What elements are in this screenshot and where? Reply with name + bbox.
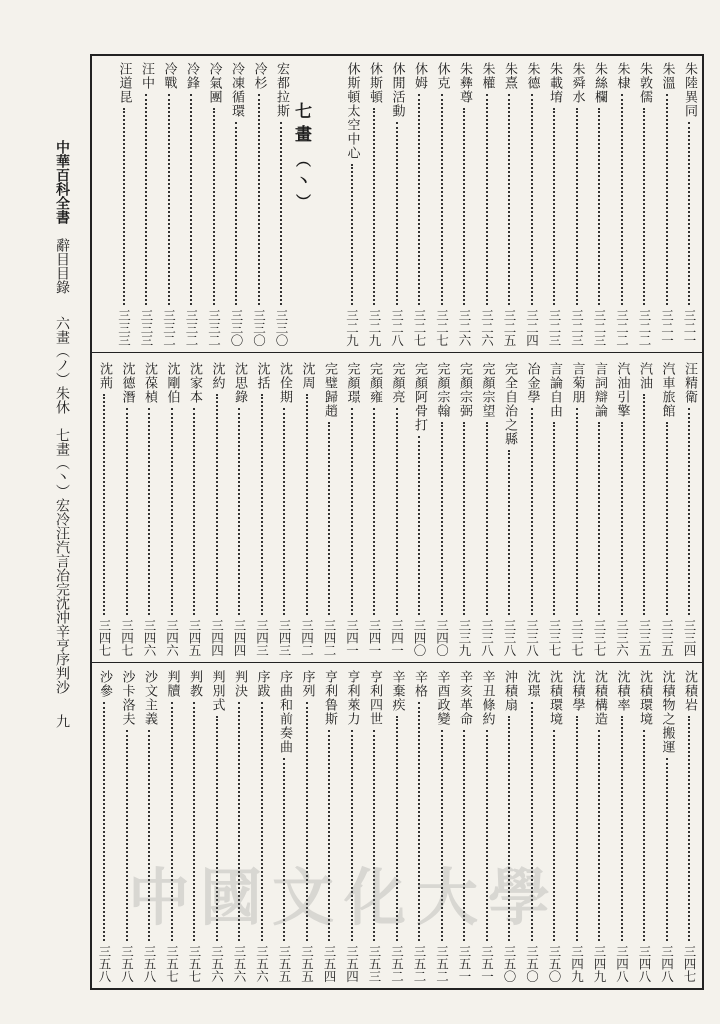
entry-title: 冶金學 [524,362,540,404]
entry-page: 三五八 [97,944,112,982]
entry-title: 冷凍循環 [229,62,244,118]
entry-page: 三三五 [659,618,675,656]
entry-page: 三五七 [187,944,202,982]
index-entry [566,62,588,346]
dot-leader [216,394,218,615]
index-entry [180,62,202,346]
entry-page: 三三七 [569,618,585,656]
dot-leader [441,94,443,305]
entry-page: 三二一 [659,308,675,346]
index-entry [431,362,453,656]
entry-title: 朱熹 [502,62,517,90]
entry-title: 沈荊 [97,362,112,390]
index-entry [431,62,453,346]
entry-title: 冷鋒 [184,62,199,90]
dot-leader [598,422,600,615]
entry-title: 沈積環境 [637,670,652,726]
entry-title: 汪中 [139,62,154,90]
entry-page: 三二八 [389,308,405,346]
entry-title: 宏都拉斯 [274,62,289,118]
entry-title: 沙參 [97,670,112,698]
index-entry [93,670,115,982]
index-entry [318,362,340,656]
index-entry [453,362,475,656]
entry-title: 冷戰 [161,62,177,90]
entry-title: 完顏宗弼 [457,362,472,418]
entry-page: 三四二 [322,618,337,656]
entry-page: 三五五 [299,944,315,982]
entry-page: 三三六 [614,618,630,656]
entry-page: 三四九 [569,944,585,982]
page-number: 九 [54,714,70,728]
index-entry [116,362,138,656]
entry-title: 沈約 [209,362,225,390]
dot-leader [351,408,353,615]
index-entry [225,62,247,346]
entry-page: 三三九 [457,618,472,656]
entry-title: 朱敦儒 [637,62,652,104]
index-entry [183,362,205,656]
entry-title: 沈璟 [524,670,540,698]
entry-title: 言論自由 [547,362,562,418]
entry-page: 三四六 [142,618,157,656]
entry-title: 汽油引擎 [614,362,630,418]
entry-title: 休閒活動 [389,62,405,118]
entry-title: 完顏亮 [389,362,405,404]
entry-title: 完全自治之縣 [502,362,517,446]
entry-title: 完顏阿骨打 [412,362,427,432]
entry-title: 完顏宗翰 [434,362,450,418]
entry-page: 三二九 [344,308,360,346]
entry-title: 朱舜水 [569,62,585,104]
index-entry [341,62,363,346]
entry-title: 朱溫 [659,62,675,90]
index-entry [363,362,385,656]
entry-title: 朱載堉 [547,62,562,104]
dot-leader [531,408,533,615]
entry-title: 沈括 [254,362,270,390]
entry-page: 三三五 [637,618,652,656]
index-entry [341,362,363,656]
entry-page: 三三八 [502,618,517,656]
entry-title: 沈積構造 [592,670,607,726]
entry-title: 汪精衛 [682,362,697,404]
entry-page: 三三二 [161,308,177,346]
dot-leader [123,108,125,305]
entry-page: 三四七 [682,944,697,982]
index-entry [633,62,655,346]
entry-page: 三三七 [592,618,607,656]
dot-leader [486,422,488,615]
index-entry [408,62,430,346]
dot-leader [258,94,260,305]
dot-leader [666,758,668,941]
entry-page: 三二三 [547,308,562,346]
entry-title: 沈積物之搬運 [659,670,675,754]
entry-title: 沈剛伯 [164,362,180,404]
dot-leader [126,408,128,615]
stroke-heading: 七畫 [291,102,311,148]
dot-leader [508,94,510,305]
entry-page: 三二五 [502,308,517,346]
entry-title: 冷杉 [251,62,267,90]
index-entry [543,62,565,346]
index-entry [248,62,270,346]
index-entry [611,62,633,346]
index-entry [498,62,520,346]
index-entry [498,362,520,656]
entry-page: 三四七 [97,618,112,656]
index-entry [656,362,678,656]
entry-page: 三四七 [119,618,135,656]
dot-leader [373,108,375,305]
entry-title: 沈周 [299,362,315,390]
entry-page: 三三八 [479,618,495,656]
index-entry [408,362,430,656]
dot-leader [666,94,668,305]
dot-leader [373,408,375,615]
index-entry [633,362,655,656]
entry-page: 三三二 [206,308,222,346]
entry-page: 三五八 [119,944,135,982]
entry-page: 三五四 [344,944,360,982]
entry-title: 休姆 [412,62,427,90]
entry-page: 三四一 [389,618,405,656]
entry-title: 朱絲欄 [592,62,607,104]
index-entry [453,62,475,346]
index-entry [588,62,610,346]
entry-page: 三四三 [277,618,292,656]
entry-title: 沈積岩 [682,670,697,712]
index-entry [296,362,318,656]
dot-leader [148,408,150,615]
dot-leader [621,94,623,305]
entry-title: 序列 [299,670,315,698]
index-entry [158,62,180,346]
entry-title: 判決 [232,670,247,698]
dot-leader [553,422,555,615]
dot-leader [351,164,353,305]
dot-leader [280,122,282,305]
entry-title: 沈佺期 [277,362,292,404]
index-entry [203,62,225,346]
dot-leader [621,422,623,615]
entry-title: 沈德潛 [119,362,135,404]
dot-leader [531,94,533,305]
dot-leader [235,122,237,305]
dot-leader [643,394,645,615]
entry-page: 三五一 [457,944,472,982]
dot-leader [688,716,690,941]
index-entry [476,362,498,656]
entry-page: 三四二 [299,618,315,656]
entry-page: 三四五 [187,618,202,656]
entry-page: 三五三 [367,944,382,982]
dot-leader [193,408,195,615]
entry-page: 三五二 [434,944,450,982]
dot-leader [688,408,690,615]
index-entry [678,670,700,982]
dot-leader [441,422,443,615]
index-entry [363,62,385,346]
index-entry [611,362,633,656]
index-entry [656,670,678,982]
index-entry [113,62,135,346]
entry-title: 汽油 [637,362,652,390]
entry-title: 序跋 [254,670,270,698]
dot-leader [643,108,645,305]
entry-title: 沙文主義 [142,670,157,726]
dot-leader [463,422,465,615]
band-divider-2 [92,662,702,663]
entry-title: 沙卡洛夫 [119,670,135,726]
index-entry [135,62,157,346]
index-entry [386,362,408,656]
entry-page: 三三七 [547,618,562,656]
entry-title: 休斯頓太空中心 [344,62,360,160]
entry-page: 三五〇 [502,944,517,982]
dot-leader [418,94,420,305]
dot-leader [508,450,510,615]
dot-leader [190,94,192,305]
dot-leader [145,94,147,305]
entry-page: 三五〇 [547,944,562,982]
dot-leader [306,394,308,615]
entry-title: 辛棄疾 [389,670,405,712]
index-entry [206,362,228,656]
entry-page: 三四〇 [434,618,450,656]
entry-title: 亨利萊力 [344,670,360,726]
entry-page: 三二一 [682,308,697,346]
entry-title: 辛亥革命 [457,670,472,726]
entry-page: 三五八 [142,944,157,982]
entry-title: 辛丑條約 [479,670,495,726]
dot-leader [688,122,690,305]
entry-title: 休克 [434,62,450,90]
entry-title: 完璧歸趙 [322,362,337,418]
entry-title: 沈家本 [187,362,202,404]
dot-leader [396,408,398,615]
entry-title: 序曲和前奏曲 [277,670,292,754]
entry-title: 朱彝尊 [457,62,472,104]
dot-leader [643,730,645,941]
index-entry [521,362,543,656]
dot-leader [463,108,465,305]
entry-page: 三四四 [209,618,225,656]
entry-title: 朱陸異同 [682,62,697,118]
dot-leader [261,394,263,615]
section-range: 六畫（ノ）朱休 七畫（丶）宏冷汪汽言冶完沈沖辛亨序判沙 [54,316,70,694]
index-entry [566,362,588,656]
dot-leader [553,108,555,305]
index-entry [588,362,610,656]
entry-page: 三四〇 [412,618,427,656]
entry-title: 判牘 [164,670,180,698]
entry-page: 三五四 [322,944,337,982]
entry-page: 三三〇 [229,308,244,346]
index-entry [228,362,250,656]
index-entry [588,670,610,982]
entry-page: 三五六 [209,944,225,982]
entry-title: 沖積扇 [502,670,517,712]
entry-page: 三三四 [682,618,697,656]
entry-page: 三五五 [277,944,292,982]
band-divider-1 [92,352,702,353]
index-entry [611,670,633,982]
entry-title: 判教 [187,670,202,698]
entry-page: 三四九 [592,944,607,982]
entry-title: 汽車旅館 [659,362,675,418]
dot-leader [213,108,215,305]
entry-title: 朱權 [479,62,495,90]
dot-leader [168,94,170,305]
entry-page: 三二二 [637,308,652,346]
index-label: 辭目目錄 [54,238,70,294]
entry-title: 沈積學 [569,670,585,712]
index-entry [633,670,655,982]
entry-title: 沈積環境 [547,670,562,726]
index-entry [138,362,160,656]
entry-title: 汪道昆 [116,62,132,104]
dot-leader [598,108,600,305]
index-entry [386,62,408,346]
dot-leader [418,436,420,615]
entry-page: 三五〇 [524,944,540,982]
entry-page: 三四六 [164,618,180,656]
entry-title: 言菊朋 [569,362,585,404]
entry-page: 三三三 [139,308,154,346]
index-entry [476,62,498,346]
index-entry [251,362,273,656]
entry-page: 三五六 [254,944,270,982]
entry-title: 亨利鲁斯 [322,670,337,726]
entry-page: 三二六 [479,308,495,346]
entry-page: 三五七 [164,944,180,982]
entry-page: 三二九 [367,308,382,346]
entry-page: 三四一 [344,618,360,656]
index-entry [678,62,700,346]
entry-title: 辛格 [412,670,427,698]
entry-page: 三二七 [412,308,427,346]
entry-title: 冷氣團 [206,62,222,104]
entry-page: 三五二 [412,944,427,982]
entry-page: 三四八 [659,944,675,982]
dot-leader [486,94,488,305]
entry-title: 判別式 [209,670,225,712]
dot-leader [666,422,668,615]
entry-page: 三二六 [457,308,472,346]
entry-page: 三五六 [232,944,247,982]
entry-page: 三二七 [434,308,450,346]
entry-page: 三三三 [116,308,132,346]
entry-page: 三二三 [592,308,607,346]
watermark: 中國文化大學 [128,861,561,934]
entry-title: 辛酉政變 [434,670,450,726]
entry-page: 三四三 [254,618,270,656]
entry-page: 三三〇 [274,308,289,346]
index-entry [161,362,183,656]
entry-title: 亨利四世 [367,670,382,726]
dot-leader [576,108,578,305]
index-entry [93,362,115,656]
entry-title: 沈積率 [614,670,630,712]
entry-title: 完顏雍 [367,362,382,404]
dot-leader [621,716,623,941]
dot-leader [103,702,105,941]
entry-title: 朱德 [524,62,540,90]
index-entry [566,670,588,982]
index-entry [656,62,678,346]
entry-page: 三四八 [637,944,652,982]
dot-leader [171,408,173,615]
dot-leader [576,716,578,941]
entry-title: 言詞辯論 [592,362,607,418]
entry-title: 沈葆楨 [142,362,157,404]
index-entry [678,362,700,656]
dot-leader [238,408,240,615]
entry-page: 三三二 [184,308,199,346]
stroke-subheading: （丶） [294,152,312,215]
entry-page: 三二三 [569,308,585,346]
entry-page: 三二四 [524,308,540,346]
entry-page: 三五一 [479,944,495,982]
entry-page: 三二二 [614,308,630,346]
dot-leader [103,394,105,615]
entry-page: 三三〇 [251,308,267,346]
book-title: 中華百科全書 [54,140,70,224]
side-margin [50,140,74,728]
entry-page: 三五二 [389,944,405,982]
dot-leader [328,422,330,615]
entry-page: 三四八 [614,944,630,982]
index-entry [543,362,565,656]
entry-page: 三四一 [367,618,382,656]
dot-leader [576,408,578,615]
entry-title: 朱棣 [614,62,630,90]
dot-leader [598,730,600,941]
entry-title: 休斯頓 [367,62,382,104]
index-entry [521,62,543,346]
dot-leader [396,122,398,305]
dot-leader [283,408,285,615]
entry-title: 沈思錄 [232,362,247,404]
index-entry [273,362,295,656]
entry-title: 完顏宗望 [479,362,495,418]
entry-page: 三三八 [524,618,540,656]
entry-title: 完顏璟 [344,362,360,404]
entry-page: 三四四 [232,618,247,656]
index-entry [270,62,292,346]
